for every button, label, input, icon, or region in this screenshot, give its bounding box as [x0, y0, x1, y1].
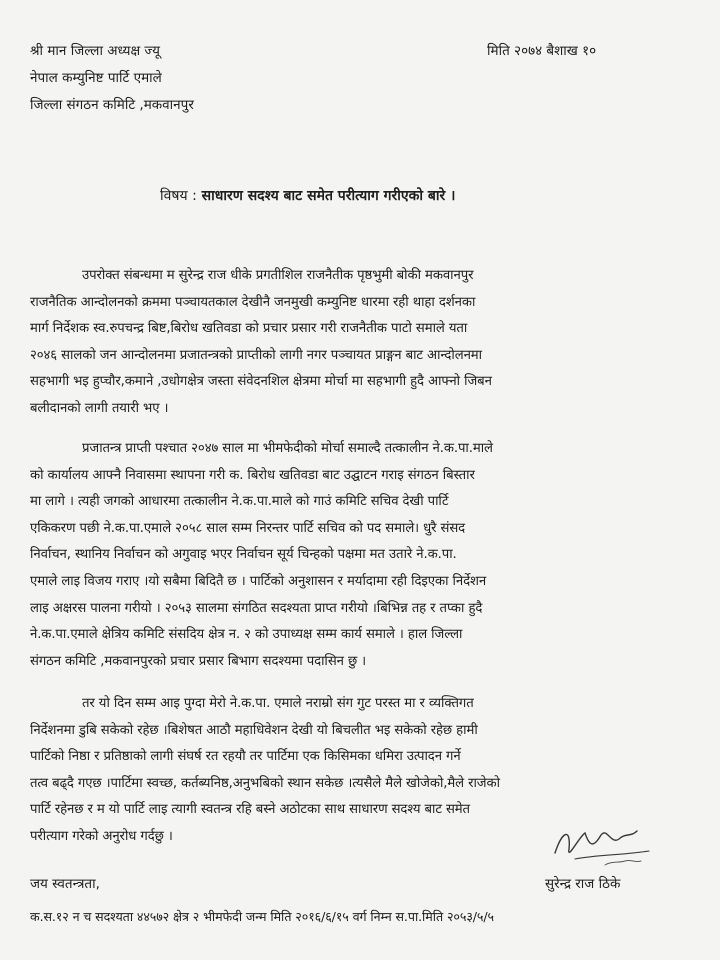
paragraph-line: तत्व बढ्दै गएछ ।पार्टिमा स्वच्छ, कर्तब्यनिष्ठ,अनुभबिको स्थान सकेछ ।त्यसैले मैले खोजेको,मैले राजेको — [30, 775, 500, 791]
recipient-line-2: नेपाल कम्युनिष्ट पार्टि एमाले — [30, 70, 162, 86]
paragraph-line: निर्वाचन, स्थानिय निर्वाचन को अगुवाइ भएर निर्वाचन सूर्य चिन्हको पक्षमा मत उतारे ने.क.पा. — [30, 547, 457, 563]
closing-salutation: जय स्वतन्त्रता, — [30, 876, 100, 892]
subject-line — [160, 186, 455, 205]
paragraph-line: तर यो दिन सम्म आइ पुग्दा मेरो ने.क.पा. एमाले नराम्रो संग गुट परस्त मा र व्यक्तिगत — [82, 696, 474, 711]
recipient-block — [30, 38, 194, 119]
paragraph-2 — [30, 436, 690, 675]
paragraph-line: बलीदानको लागी तयारी भए । — [30, 400, 169, 416]
paragraph-line: उपरोक्त संबन्धमा म सुरेन्द्र राज धीके प्रगतीशिल राजनैतीक पृष्ठभुमी बोकी मकवानपुर — [82, 268, 474, 283]
signature-scribble — [545, 815, 705, 875]
letter-date: मिति २०७४ बैशाख १० — [487, 43, 597, 59]
paragraph-line: संगठन कमिटि ,मकवानपुरको प्रचार प्रसार बिभाग सदश्यमा पदासिन छु । — [30, 653, 367, 669]
paragraph-line: एमाले लाइ विजय गराए ।यो सबैमा बिदितै छ । पार्टिको अनुशासन र मर्यादामा रही दिइएका निर्देशन — [30, 573, 487, 589]
paragraph-line: प्रजातन्त्र प्राप्ती पश्चात २०४७ साल मा भीमफेदीको मोर्चा समाल्दै तत्कालीन ने.क.पा.माले — [82, 441, 493, 456]
paragraph-line: मा लागे । त्यही जगको आधारमा तत्कालीन ने.क.पा.माले को गाउं कमिटि सचिव देखी पार्टि — [30, 494, 449, 510]
paragraph-line: पार्टिको निष्ठा र प्रतिष्ठाको लागी संघर्ष रत रहयौ तर पार्टिमा एक किसिमका धमिरा उत्पादन गर्ने — [30, 749, 461, 765]
paragraph-1 — [30, 263, 690, 423]
subject-label: विषय : — [160, 188, 197, 204]
recipient-line-1: श्री मान जिल्ला अध्यक्ष ज्यू — [30, 43, 160, 59]
recipient-line-3: जिल्ला संगठन कमिटि ,मकवानपुर — [30, 97, 194, 113]
paragraph-line: २०४६ सालको जन आन्दोलनमा प्रजातन्त्रको प्राप्तीको लागी नगर पञ्चायत प्राङ्गन बाट आन्दोलनमा — [30, 347, 482, 363]
paragraph-line: सहभागी भइ हुप्चौर,कमाने ,उधोगक्षेत्र जस्ता संवेदनशिल क्षेत्रमा मोर्चा मा सहभागी हुदै आफ्नो जिबन — [30, 374, 492, 390]
paragraph-line: एकिकरण पछी ने.क.पा.एमाले २०५८ साल सम्म निरन्तर पार्टि सचिव को पद समाले। धुरै संसद — [30, 520, 466, 536]
paragraph-line: निर्देशनमा डुबि सकेको रहेछ ।बिशेषत आठौ महाधिवेशन देखी यो बिचलीत भइ सकेको रहेछ हामी — [30, 722, 478, 738]
paragraph-line: लाइ अक्षरस पालना गरीयो । २०५३ सालमा संगठित सदश्यता प्राप्त गरीयो ।बिभिन्न तह र तप्का हुदै — [30, 600, 483, 616]
paragraph-line: परीत्याग गरेको अनुरोध गर्दछु । — [30, 828, 173, 844]
paragraph-line: राजनैतिक आन्दोलनको क्रममा पञ्चायतकाल देखीनै जनमुखी कम्युनिष्ट धारमा रही थाहा दर्शनका — [30, 294, 476, 310]
paragraph-line: को कार्यालय आफ्नै निवासमा स्थापना गरी क. बिरोध खतिवडा बाट उद्घाटन गराइ संगठन बिस्तार — [30, 467, 475, 483]
paragraph-line: पार्टि रहेनछ र म यो पार्टि लाइ त्यागी स्वतन्त्र रहि बस्ने अठोटका साथ साधारण सदश्य बाट समेत — [30, 802, 470, 818]
signer-name: सुरेन्द्र राज ठिके — [545, 876, 621, 892]
handwritten-signature — [545, 815, 705, 875]
paragraph-line: ने.क.पा.एमाले क्षेत्रिय कमिटि संसदिय क्षेत्र न. २ को उपाध्यक्ष सम्म कार्य समाले । हाल जिल्ला — [30, 627, 463, 643]
paragraph-line: मार्ग निर्देशक स्व.रुपचन्द्र बिष्ट,बिरोध खतिवडा को प्रचार प्रसार गरी राजनैतीक पाटो समाले यता — [30, 321, 468, 337]
subject-text: साधारण सदश्य बाट समेत परीत्याग गरीएको बारे । — [201, 188, 456, 204]
footer-membership-details: क.स.१२ न च सदश्यता ४४५७२ क्षेत्र २ भीमफेदी जन्म मिति २०१६/६/१५ वर्ग निम्न स.पा.मिति २०५३/५/५ — [30, 909, 494, 924]
